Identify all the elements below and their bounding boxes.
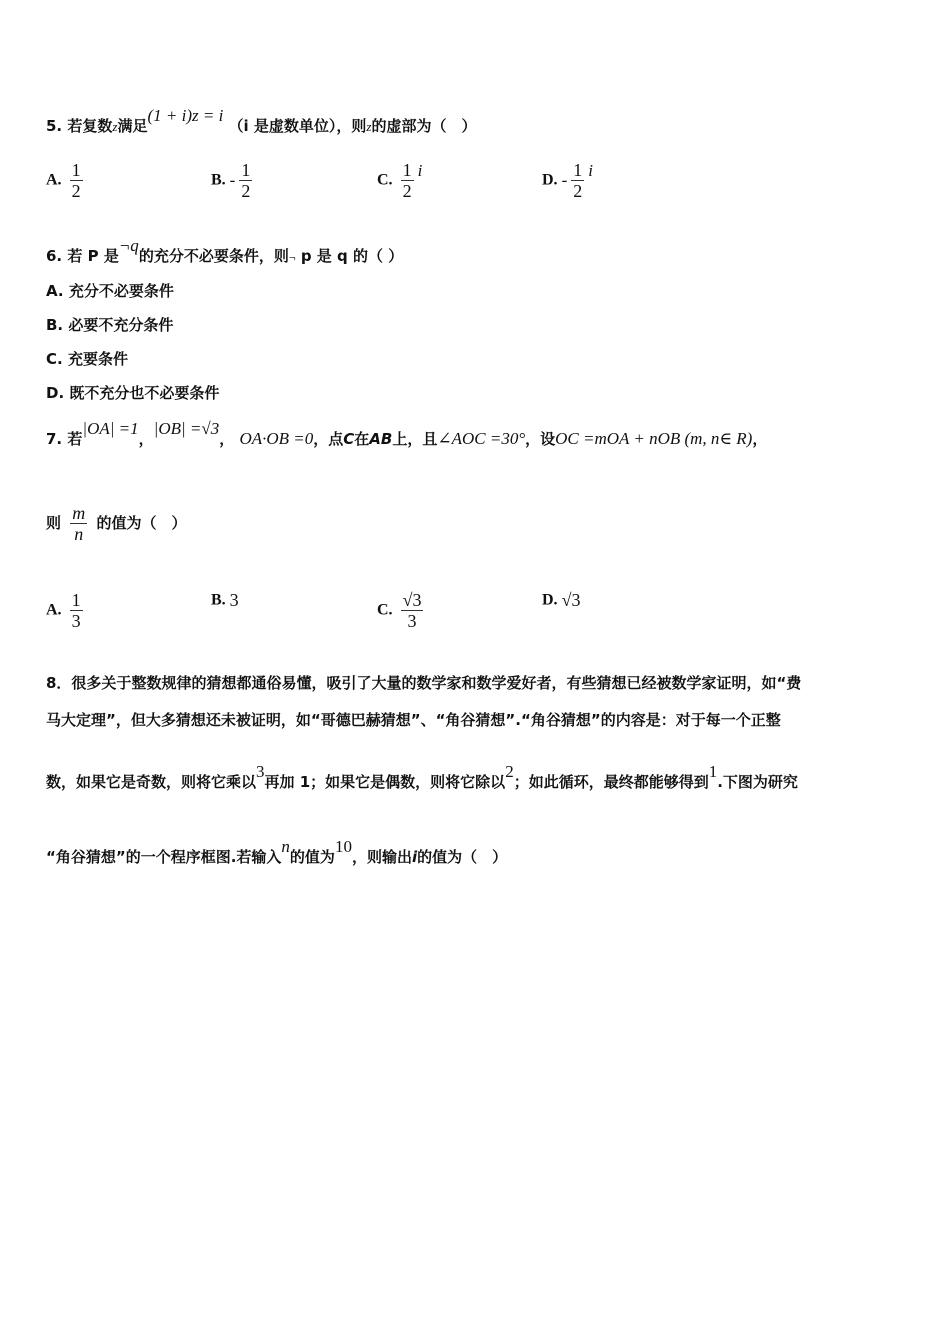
question-number: 7. (46, 430, 63, 448)
question-8-line2: 马大定理”，但大多猜想还未被证明，如“哥德巴赫猜想”、“角谷猜想”.“角谷猜想”的内容是：对于每一个正整 (46, 711, 781, 729)
option-b: B. 必要不充分条件 (46, 316, 174, 334)
question-8-line3: 数，如果它是奇数，则将它乘以3再加 1；如果它是偶数，则将它除以2；如此循环，最终都能够得到1.下图为研究 (46, 762, 798, 791)
text: 的值为（ ） (96, 514, 187, 532)
text: 则 (46, 514, 62, 532)
math: AB (369, 430, 393, 448)
math: ∠AOC =30° (437, 429, 526, 448)
option-c: C. $\frac{1}{2}$ i (377, 160, 423, 201)
question-6 (46, 236, 404, 266)
text: 满足 (117, 117, 148, 135)
text: ，点 (313, 430, 344, 448)
option-a: A. $\frac{1}{2}$ (46, 160, 81, 201)
text: （i 是虚数单位），则 (228, 117, 367, 135)
math: z (112, 119, 118, 134)
text: 若复数 (67, 117, 113, 135)
text: 若 P 是 (67, 247, 119, 265)
text: 上，且 (392, 430, 438, 448)
question-number: 5. (46, 117, 63, 135)
text: ， (752, 430, 768, 448)
text: 的充分不必要条件，则 (138, 247, 289, 265)
math: |OB| =√3 (153, 419, 220, 438)
math: C (343, 430, 355, 448)
math: OC =mOA + nOB (m, n∈ R) (555, 429, 753, 448)
text: 若 (67, 430, 83, 448)
option-d: D. √3 (542, 590, 581, 610)
fraction: $\frac{1}{2}$ (402, 160, 412, 201)
fraction: $\frac{√3}{3}$ (402, 590, 422, 631)
fraction: $\frac{1}{2}$ (573, 160, 583, 201)
text: 的虚部为（ ） (371, 117, 477, 135)
text: ， (138, 430, 154, 448)
question-7 (46, 419, 768, 449)
math: ¬q (118, 236, 139, 255)
math: |OA| =1 (82, 419, 139, 438)
fraction: $\frac{1}{2}$ (71, 160, 81, 201)
fraction: $\frac{1}{3}$ (71, 590, 81, 631)
fraction-m-over-n: $\frac{m}{n}$ (72, 503, 86, 544)
option-c: C. 充要条件 (46, 350, 128, 368)
question-7-line2 (46, 503, 187, 544)
option-b: B. - $\frac{1}{2}$ (211, 160, 251, 201)
math: OA·OB =0 (239, 429, 314, 448)
text: ，设 (525, 430, 556, 448)
math: z (366, 119, 372, 134)
option-a: A. 充分不必要条件 (46, 282, 174, 300)
question-8-line4: “角谷猜想”的一个程序框图.若输入n的值为10，则输出i的值为（ ） (46, 837, 508, 866)
math: ¬ (288, 250, 296, 264)
option-d: D. - $\frac{1}{2}$ i (542, 160, 593, 201)
question-8-line1: 8．很多关于整数规律的猜想都通俗易懂，吸引了大量的数学家和数学爱好者，有些猜想已经被数学家证明，如“费 (46, 674, 802, 692)
option-a: A. $\frac{1}{3}$ (46, 590, 81, 631)
text: 在 (354, 430, 370, 448)
question-number: 6. (46, 247, 63, 265)
text: ， (219, 430, 235, 448)
option-c: C. $\frac{√3}{3}$ (377, 590, 422, 631)
option-d: D. 既不充分也不必要条件 (46, 384, 220, 402)
math-expression: (1 + i)z = i (147, 106, 224, 125)
fraction: $\frac{1}{2}$ (241, 160, 251, 201)
question-5 (46, 106, 477, 136)
text: p 是 q 的（ ） (300, 247, 404, 265)
option-b: B. 3 (211, 590, 239, 610)
